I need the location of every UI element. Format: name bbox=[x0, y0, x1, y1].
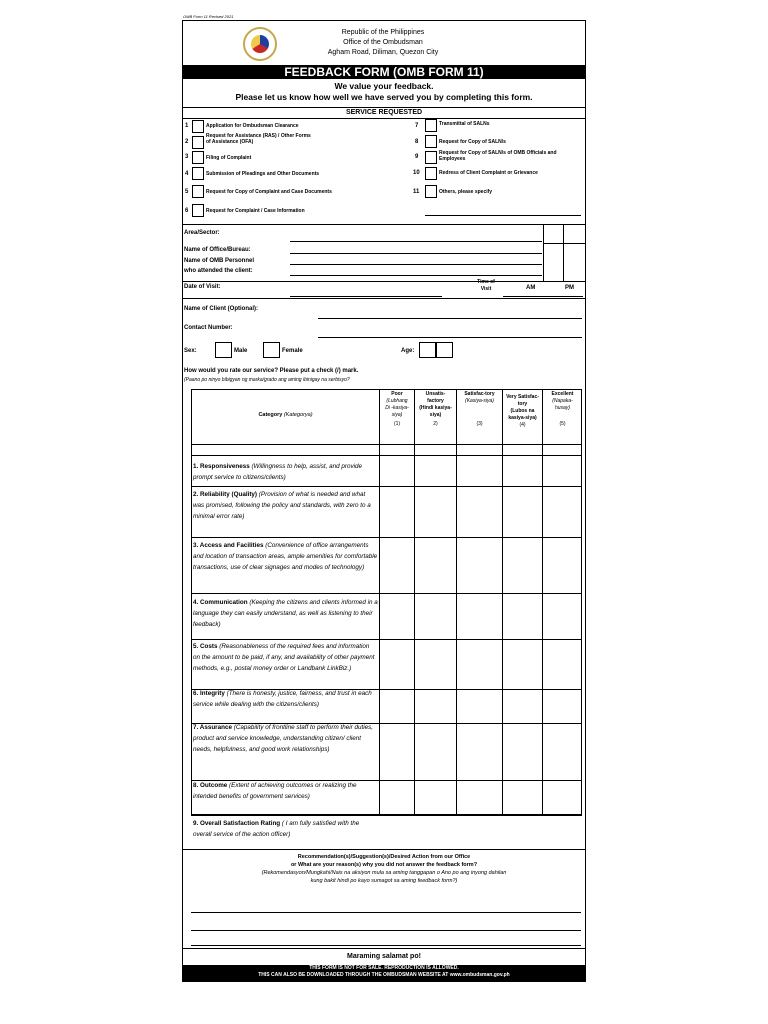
column-header-unsatisfactory: Unsatis- factory (Hindi kasiya- siya) 2) bbox=[419, 391, 452, 427]
area-sector-label: Area/Sector: bbox=[184, 230, 220, 236]
divider bbox=[543, 224, 544, 282]
criterion-reliability: 2. Reliability (Quality) (Provision of what is needed and what was promised, following the policy and standards, with zero to a minimal error rate) bbox=[193, 491, 371, 520]
criterion-access-facilities: 3. Access and Facilities (Convenience of office arrangements and location of transaction areas, ample amenities for comfortable transactions, use of clear signages and modes of technology) bbox=[193, 542, 378, 571]
others-specify-line[interactable] bbox=[425, 215, 581, 216]
divider bbox=[563, 224, 564, 282]
divider bbox=[183, 281, 585, 282]
criterion-overall-satisfaction: 9. Overall Satisfaction Rating ( I am fully satisfied with the overall service of the action officer) bbox=[193, 820, 360, 838]
service-number: 6 bbox=[185, 208, 189, 214]
service-checkbox-6[interactable] bbox=[192, 204, 204, 217]
recommendation-line-1[interactable] bbox=[191, 912, 581, 913]
criterion-costs: 5. Costs (Reasonableness of the required fees and information on the amount to be paid, if any, and availability of other payment methods, e.g., postal money order or Landbank LinkBiz.) bbox=[193, 643, 375, 672]
service-checkbox-1[interactable] bbox=[192, 120, 204, 133]
service-checkbox-11[interactable] bbox=[425, 185, 437, 198]
client-name-field[interactable] bbox=[318, 318, 582, 319]
personnel-label: Name of OMB Personnel bbox=[184, 258, 255, 264]
divider bbox=[192, 444, 581, 445]
ombudsman-seal-icon bbox=[243, 27, 277, 61]
divider bbox=[192, 593, 581, 594]
divider bbox=[542, 390, 543, 815]
service-label-5: Request for Copy of Complaint and Case Documents bbox=[206, 189, 332, 195]
criterion-outcome: 8. Outcome (Extent of achieving outcomes or realizing the intended benefits of government services) bbox=[193, 782, 357, 800]
female-checkbox[interactable] bbox=[263, 342, 280, 358]
date-of-visit-field[interactable] bbox=[290, 296, 442, 297]
service-label-1: Application for Ombudsman Clearance bbox=[206, 123, 299, 129]
divider bbox=[183, 298, 585, 299]
header-line-address: Agham Road, Diliman, Quezon City bbox=[327, 49, 439, 56]
service-label-11: Others, please specify bbox=[439, 189, 493, 195]
personnel-label-2: who attended the client: bbox=[184, 268, 253, 274]
divider bbox=[414, 390, 415, 815]
sex-label: Sex: bbox=[184, 348, 197, 354]
service-number: 11 bbox=[413, 189, 420, 195]
service-label-9: Request for Copy of SALN/s of OMB Officials and Employees bbox=[439, 150, 557, 162]
service-checkbox-8[interactable] bbox=[425, 135, 437, 148]
recommendation-line-2[interactable] bbox=[191, 930, 581, 931]
female-label: Female bbox=[282, 348, 303, 354]
divider bbox=[192, 537, 581, 538]
service-number: 9 bbox=[415, 154, 419, 160]
column-header-excellent: Excellent (Napaka- husay) (5) bbox=[551, 391, 574, 427]
subtitle-instruction: Please let us know how well we have served you by completing this form. bbox=[235, 92, 533, 102]
divider bbox=[502, 390, 503, 815]
divider bbox=[183, 224, 585, 225]
service-checkbox-2[interactable] bbox=[192, 136, 204, 149]
date-of-visit-label: Date of Visit: bbox=[184, 284, 221, 290]
divider bbox=[379, 390, 380, 815]
am-label: AM bbox=[526, 285, 536, 291]
service-checkbox-10[interactable] bbox=[425, 167, 437, 180]
service-checkbox-3[interactable] bbox=[192, 151, 204, 164]
recommendation-line-3[interactable] bbox=[191, 945, 581, 946]
male-checkbox[interactable] bbox=[215, 342, 232, 358]
contact-number-field[interactable] bbox=[318, 337, 582, 338]
divider bbox=[192, 814, 581, 815]
service-label-6: Request for Complaint / Case Information bbox=[206, 208, 305, 214]
service-number: 1 bbox=[185, 123, 189, 129]
header-line-republic: Republic of the Philippines bbox=[341, 29, 425, 36]
personnel-field-line1[interactable] bbox=[290, 264, 542, 265]
form-title: FEEDBACK FORM (OMB FORM 11) bbox=[183, 65, 585, 79]
service-requested-heading: SERVICE REQUESTED bbox=[183, 107, 585, 119]
age-box-2[interactable] bbox=[436, 342, 453, 358]
service-number: 8 bbox=[415, 139, 419, 145]
age-box-1[interactable] bbox=[419, 342, 436, 358]
column-header-very-satisfactory: Very Satisfac- tory (Lubos na kasiya-siya) (4) bbox=[506, 394, 539, 428]
divider bbox=[183, 948, 585, 949]
divider bbox=[192, 486, 581, 487]
service-label-2: Request for Assistance (RAS) / Other Forms of Assistance (OFA) bbox=[206, 133, 311, 145]
service-label-3: Filing of Complaint bbox=[206, 155, 252, 161]
service-number: 7 bbox=[415, 123, 419, 129]
divider bbox=[456, 390, 457, 815]
service-label-7: Transmittal of SALNs bbox=[439, 121, 490, 127]
column-header-satisfactory: Satisfac-tory (Kasiya-siya) (3) bbox=[464, 391, 495, 427]
rating-question: How would you rate our service? Please put a check (/) mark. bbox=[184, 368, 359, 374]
service-label-10: Redress of Client Complaint or Grievance bbox=[439, 170, 538, 176]
client-name-label: Name of Client (Optional): bbox=[184, 306, 258, 312]
divider bbox=[192, 455, 581, 456]
criterion-responsiveness: 1. Responsiveness (Willingness to help, assist, and provide prompt service to citizens/clients) bbox=[193, 463, 362, 481]
service-checkbox-7[interactable] bbox=[425, 119, 437, 132]
service-number: 10 bbox=[413, 170, 420, 176]
feedback-form bbox=[182, 20, 586, 982]
service-checkbox-9[interactable] bbox=[425, 151, 437, 164]
recommendation-prompt: Recommendation(s)/Suggestion(s)/Desired Action from our Office or What are your reason(s) why you did not answer the feedback form? (Rekomendasyon/Mungkahi/Nais na aksiyon mula sa aming tanggapan o Ano po ang inyong dahilan kung bakit hindi po kayo sumagot sa aming feedback form?) bbox=[261, 854, 507, 884]
service-label-8: Request for Copy of SALN/s bbox=[439, 139, 506, 145]
contact-number-label: Contact Number: bbox=[184, 325, 233, 331]
form-code: OMB Form 11 Revised 2021 bbox=[183, 14, 234, 19]
personnel-field-line2[interactable] bbox=[290, 275, 542, 276]
time-of-visit-label: Time of Visit bbox=[477, 279, 495, 292]
service-label-4: Submission of Pleadings and Other Documents bbox=[206, 171, 320, 177]
criterion-communication: 4. Communication (Keeping the citizens and clients informed in a language they can easily understand, as well as listening to their feedback) bbox=[193, 599, 378, 628]
area-sector-field[interactable] bbox=[290, 241, 542, 242]
criterion-assurance: 7. Assurance (Capability of frontline staff to perform their duties, product and service knowledge, understanding citizen/ client needs, helpfulness, and good work relationships) bbox=[193, 724, 374, 753]
category-header: Category (Kategorya) bbox=[258, 412, 313, 418]
service-number: 5 bbox=[185, 189, 189, 195]
service-number: 4 bbox=[185, 171, 189, 177]
thank-you-message: Maraming salamat po! bbox=[347, 953, 421, 960]
service-number: 2 bbox=[185, 139, 189, 145]
time-of-visit-field[interactable] bbox=[503, 296, 583, 297]
divider bbox=[192, 639, 581, 640]
divider bbox=[183, 849, 585, 850]
age-label: Age: bbox=[401, 348, 415, 354]
service-checkbox-5[interactable] bbox=[192, 185, 204, 198]
header-line-office: Office of the Ombudsman bbox=[343, 39, 423, 46]
service-number: 3 bbox=[185, 154, 189, 160]
footer-notice: THIS FORM IS NOT FOR SALE. REPRODUCTION IS ALLOWED. THIS CAN ALSO BE DOWNLOADED THROUGH THE OMBUDSMAN WEBSITE AT www.ombudsman.gov.ph bbox=[183, 965, 585, 981]
subtitle-value: We value your feedback. bbox=[334, 81, 434, 91]
male-label: Male bbox=[234, 348, 248, 354]
column-header-poor: Poor (Lubhang Di -kasiya- siya) (1) bbox=[385, 391, 409, 427]
divider bbox=[543, 243, 585, 244]
criterion-integrity: 6. Integrity (There is honesty, justice, fairness, and trust in each service while dealing with the citizens/clients) bbox=[193, 690, 372, 708]
office-bureau-field[interactable] bbox=[290, 253, 542, 254]
pm-label: PM bbox=[565, 285, 574, 291]
service-checkbox-4[interactable] bbox=[192, 167, 204, 180]
rating-question-filipino: (Paano po ninyo bibigyan ng marka/grado ang aming ibinigay na serbisyo? bbox=[184, 377, 350, 383]
office-bureau-label: Name of Office/Bureau: bbox=[184, 247, 251, 253]
